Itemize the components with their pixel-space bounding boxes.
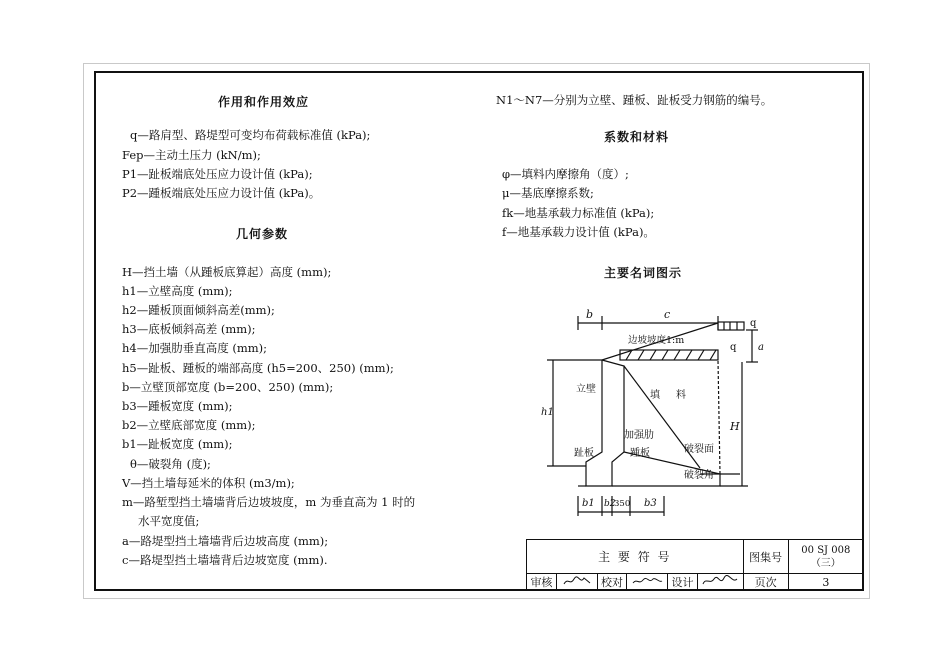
label-toe: 趾板 (574, 448, 594, 459)
fracture-line (718, 360, 720, 474)
symbol-h1: h1—立壁高度 (mm); (122, 284, 233, 298)
page-label: 页次 (743, 574, 788, 591)
symbol-h3: h3—底板倾斜高差 (mm); (122, 322, 256, 336)
symbol-m: m—路堑型挡土墙墙背后边坡坡度，m 为垂直高为 1 时的 (122, 495, 416, 509)
label-fracture-angle: 破裂角 (684, 470, 714, 481)
label-b: b (586, 308, 594, 321)
heading-coefficients: 系数和材料 (604, 130, 670, 144)
label-q1: q (750, 318, 757, 329)
symbol-V: V—挡土墙每延米的体积 (m3/m); (122, 476, 295, 490)
atlas-sub: （三） (810, 557, 841, 569)
symbol-b3: b3—踵板宽度 (mm); (122, 399, 233, 413)
symbol-mu: μ—基底摩擦系数; (502, 186, 594, 200)
label-h1: h1 (541, 407, 554, 418)
symbol-fk: fk—地基承载力标准值 (kPa); (502, 206, 655, 220)
review-signature (556, 574, 597, 591)
label-350: 350 (614, 499, 631, 509)
symbol-theta: θ—破裂角 (度); (130, 457, 211, 471)
label-slope: 边坡坡度1:m (628, 335, 685, 346)
label-wall: 立壁 (576, 384, 596, 395)
symbol-q: q—路肩型、路堤型可变均布荷载标准值 (kPa); (130, 128, 371, 142)
symbol-f: f—地基承载力设计值 (kPa)。 (502, 225, 655, 239)
atlas-number: 00 SJ 008 (801, 544, 851, 556)
label-b2: b2 (604, 499, 616, 509)
atlas-number-cell (788, 540, 863, 574)
wall-outline (586, 360, 624, 486)
title-block (526, 539, 864, 591)
label-rib: 加强肋 (624, 430, 654, 441)
design-signature (697, 574, 743, 591)
symbol-h4: h4—加强肋垂直高度 (mm); (122, 341, 268, 355)
symbol-b1: b1—趾板宽度 (mm); (122, 437, 233, 451)
page-number: 3 (788, 574, 863, 591)
label-fill1: 填 (650, 390, 660, 401)
symbol-b2: b2—立壁底部宽度 (mm); (122, 418, 256, 432)
label-H: H (730, 420, 740, 433)
symbol-phi: φ—填料内摩擦角（度）; (502, 167, 629, 181)
heading-actions: 作用和作用效应 (218, 95, 310, 109)
symbol-a: a—路堤型挡土墙墙背后边坡高度 (mm); (122, 534, 329, 548)
symbol-fep: Fep—主动土压力 (kN/m); (122, 148, 261, 162)
symbol-H: H—挡土墙（从踵板底算起）高度 (mm); (122, 265, 332, 279)
label-q2: q (730, 342, 737, 353)
label-fill2: 料 (676, 390, 686, 401)
heading-geometry: 几何参数 (236, 227, 289, 241)
review-label: 审核 (527, 574, 557, 591)
symbol-p1: P1—趾板端底处压应力设计值 (kPa); (122, 167, 313, 181)
symbol-m-cont: 水平宽度值; (138, 514, 200, 528)
label-b1: b1 (582, 498, 595, 509)
label-b3: b3 (644, 498, 657, 509)
label-fracture-plane: 破裂面 (684, 444, 714, 455)
symbol-b: b—立壁顶部宽度 (b=200、250) (mm); (122, 380, 334, 394)
label-a: a (758, 342, 764, 353)
title-block-title: 主 要 符 号 (527, 540, 744, 574)
symbol-c: c—路堤型挡土墙墙背后边坡宽度 (mm). (122, 553, 328, 567)
label-heel: 踵板 (630, 448, 650, 459)
rebar-note: N1～N7—分别为立壁、踵板、趾板受力钢筋的编号。 (496, 93, 773, 107)
check-signature (627, 574, 668, 591)
heading-diagram: 主要名词图示 (604, 266, 683, 280)
symbol-h5: h5—趾板、踵板的端部高度 (h5=200、250) (mm); (122, 361, 394, 375)
symbol-p2: P2—踵板端底处压应力设计值 (kPa)。 (122, 186, 321, 200)
design-label: 设计 (668, 574, 698, 591)
label-c: c (664, 308, 671, 321)
check-label: 校对 (597, 574, 627, 591)
symbol-h2: h2—踵板顶面倾斜高差(mm); (122, 303, 275, 317)
surcharge-box-top (718, 322, 744, 330)
atlas-label: 图集号 (743, 540, 788, 574)
